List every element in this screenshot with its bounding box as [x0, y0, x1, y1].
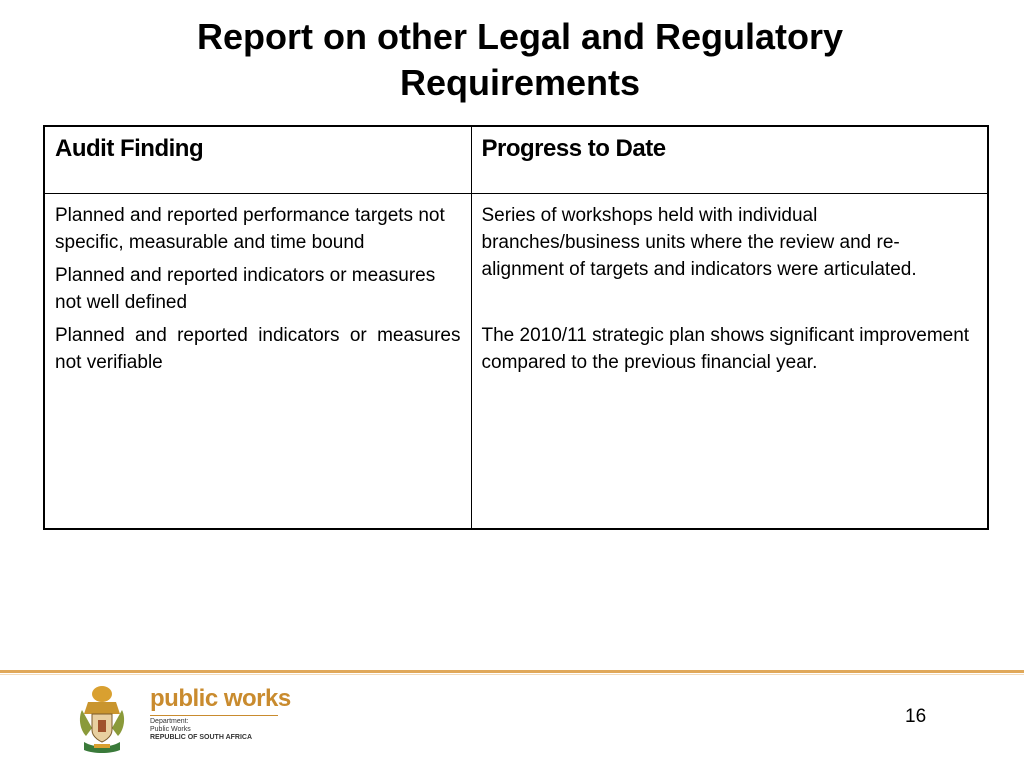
finding-item: Planned and reported indicators or measures — [55, 325, 461, 346]
progress-item: Series of workshops held with individual branches/business units where the review and re-alignment of targets and indicators were articulated. — [481, 205, 917, 280]
brand-underline — [150, 715, 278, 716]
finding-item: Planned and reported performance targets not specific, measurable and time bound — [55, 205, 445, 253]
header-audit-finding: Audit Finding — [44, 126, 471, 194]
department-text — [150, 718, 252, 742]
coat-of-arms-logo — [76, 684, 128, 754]
finding-item: Planned and reported indicators or measures not well defined — [55, 265, 436, 313]
footer-divider — [0, 670, 1024, 673]
header-progress-to-date: Progress to Date — [471, 126, 988, 194]
footer-divider-shadow — [0, 674, 1024, 675]
progress-cell — [471, 194, 988, 530]
brand-name: public works — [150, 685, 291, 712]
table-header-row — [44, 126, 988, 194]
progress-item: The 2010/11 strategic plan shows significant improvement compared to the previous financial year. — [481, 325, 970, 373]
dept-line: Public Works — [150, 726, 191, 733]
audit-finding-cell — [44, 194, 471, 530]
table-row — [44, 194, 988, 530]
finding-item: not verifiable — [55, 352, 163, 373]
dept-line: REPUBLIC OF SOUTH AFRICA — [150, 734, 253, 741]
findings-table — [43, 125, 989, 530]
page-number: 16 — [905, 706, 927, 727]
dept-line: Department: — [150, 718, 189, 725]
slide-title: Report on other Legal and Regulatory Requirements — [196, 16, 844, 103]
